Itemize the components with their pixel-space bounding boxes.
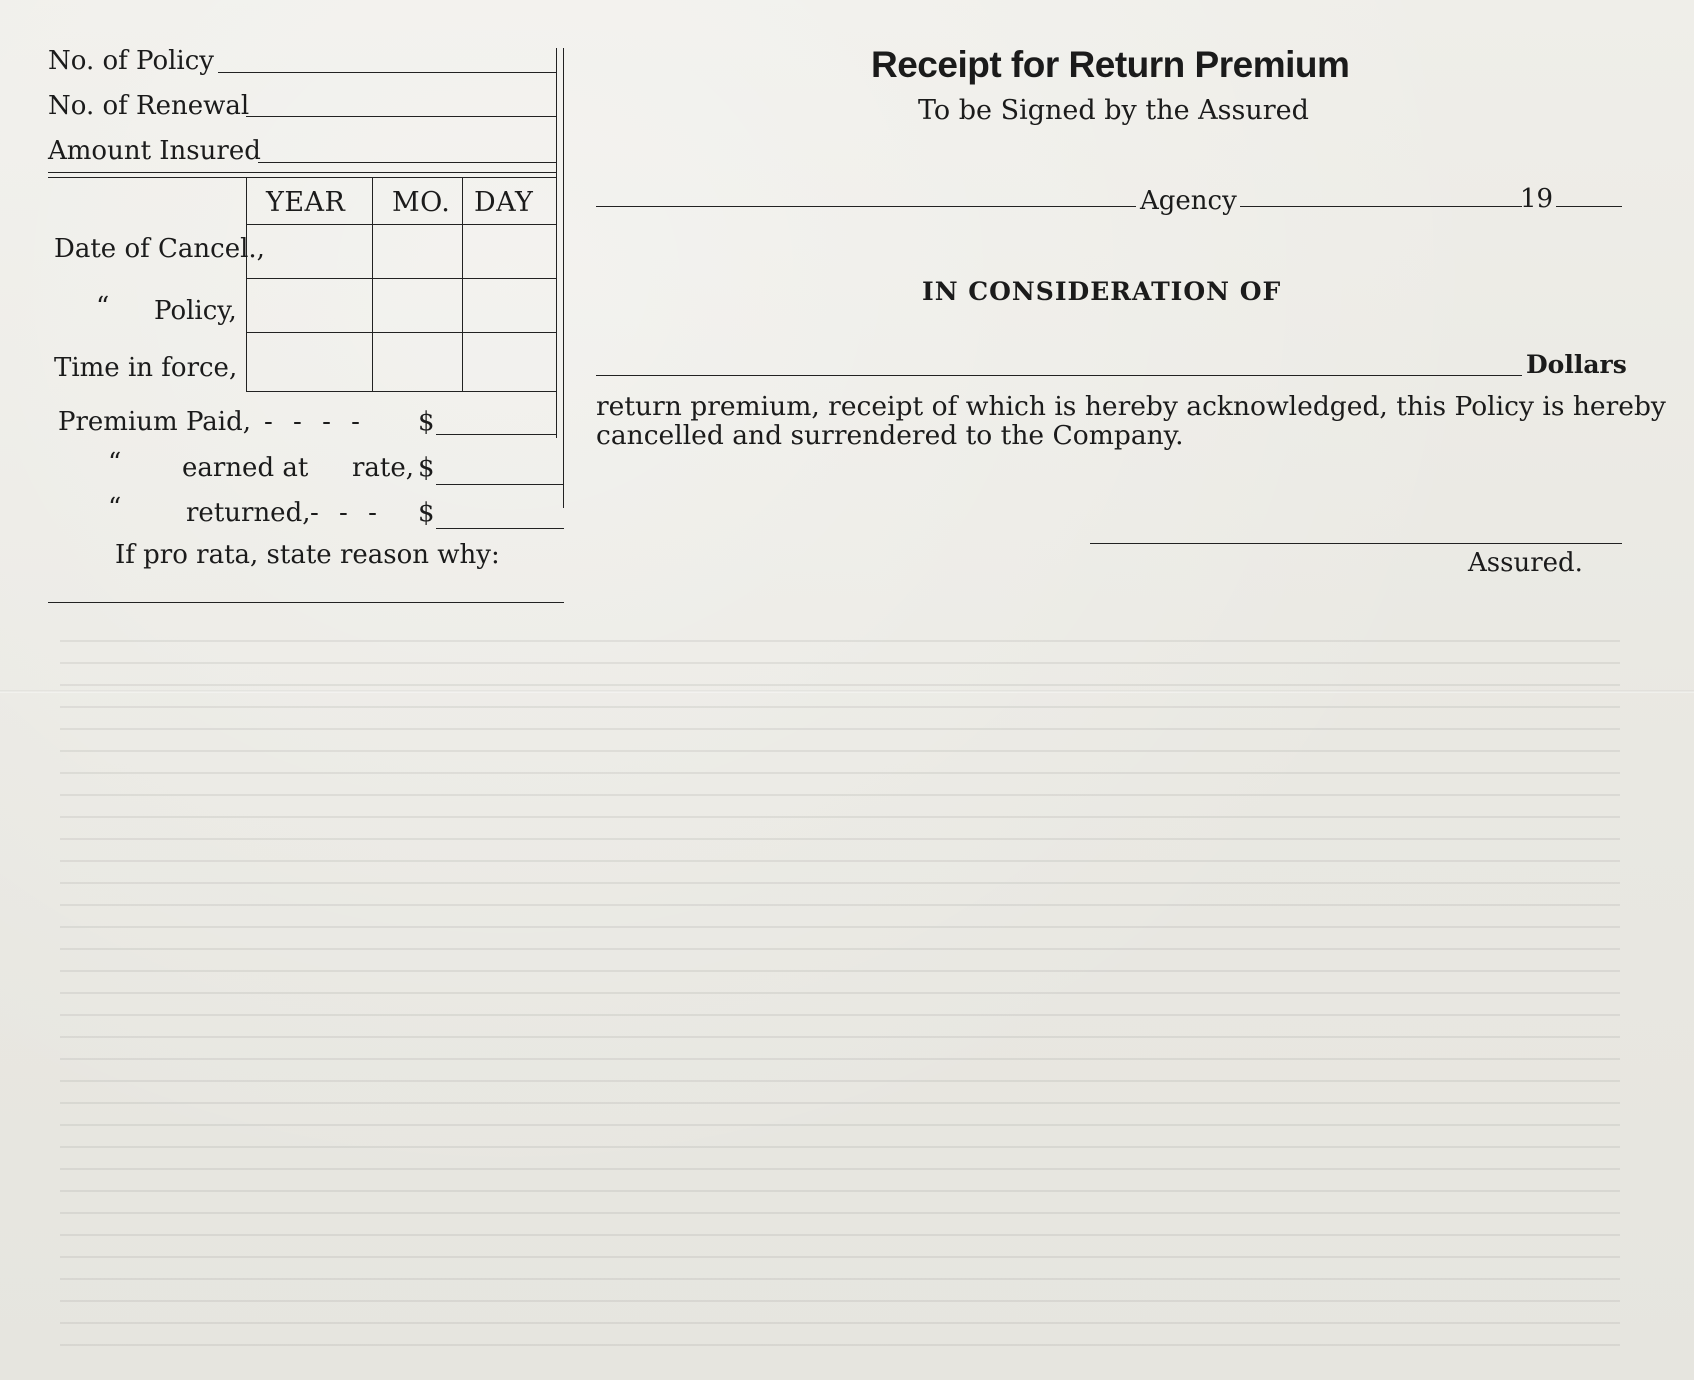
- pro-rata-reason-label: If pro rata, state reason why:: [115, 540, 500, 570]
- renewal-number-label: No. of Renewal: [48, 91, 250, 121]
- consideration-heading: IN CONSIDERATION OF: [922, 277, 1282, 306]
- assured-label: Assured.: [1468, 548, 1583, 578]
- cancel-day-cell[interactable]: [464, 226, 554, 276]
- amount-insured-label: Amount Insured: [48, 136, 261, 166]
- returned-dollar-sign: $: [418, 498, 435, 528]
- in-force-month-cell[interactable]: [374, 334, 460, 389]
- table-header-day: DAY: [474, 187, 534, 218]
- panel-divider-rule-2: [563, 48, 564, 508]
- table-col-divider-2: [462, 177, 463, 391]
- returned-label: returned,: [186, 498, 311, 528]
- returned-dashes: - - -: [310, 498, 383, 528]
- returned-ditto-mark: “: [108, 493, 122, 523]
- year-suffix-field[interactable]: [1556, 206, 1622, 207]
- receipt-body-line-2: cancelled and surrendered to the Company.: [596, 420, 1184, 451]
- table-row-rule-2: [246, 332, 556, 333]
- amount-insured-field[interactable]: [258, 162, 556, 163]
- premium-paid-label: Premium Paid,: [58, 407, 251, 437]
- cancel-year-cell[interactable]: [248, 226, 370, 276]
- table-row-rule-1: [246, 278, 556, 279]
- year-prefix: 19: [1520, 184, 1554, 214]
- paper-fold: [0, 690, 1694, 693]
- returned-amount-field[interactable]: [436, 528, 564, 529]
- receipt-body-line-1: return premium, receipt of which is hereby acknowledged, this Policy is hereby: [596, 391, 1666, 422]
- table-left-border: [246, 177, 247, 391]
- table-header-month: MO.: [392, 187, 451, 218]
- policy-day-cell[interactable]: [464, 280, 554, 330]
- premium-paid-field[interactable]: [436, 434, 556, 435]
- form-title: Receipt for Return Premium: [871, 44, 1350, 85]
- policy-number-field[interactable]: [218, 72, 556, 73]
- rate-label: rate,: [352, 453, 415, 483]
- earned-ditto-mark: “: [108, 448, 122, 478]
- agency-label: Agency: [1140, 186, 1237, 216]
- in-force-day-cell[interactable]: [464, 334, 554, 389]
- policy-ditto-mark: “: [96, 292, 110, 322]
- panel-divider-rule: [556, 48, 557, 438]
- date-of-cancel-label: Date of Cancel.,: [54, 234, 265, 264]
- earned-amount-field[interactable]: [436, 484, 564, 485]
- policy-number-label: No. of Policy: [48, 46, 214, 76]
- earned-dollar-sign: $: [418, 453, 435, 483]
- table-col-divider-1: [372, 177, 373, 391]
- in-force-year-cell[interactable]: [248, 334, 370, 389]
- dollars-label: Dollars: [1526, 350, 1627, 379]
- time-in-force-label: Time in force,: [54, 353, 238, 383]
- form-subtitle: To be Signed by the Assured: [918, 95, 1309, 126]
- cancel-month-cell[interactable]: [374, 226, 460, 276]
- pro-rata-reason-field[interactable]: [48, 602, 564, 603]
- premium-paid-dashes: - - - -: [264, 407, 366, 437]
- policy-year-cell[interactable]: [248, 280, 370, 330]
- table-header-rule: [246, 224, 556, 225]
- renewal-number-field[interactable]: [246, 116, 556, 117]
- policy-date-label: Policy,: [154, 296, 237, 326]
- earned-at-label: earned at: [182, 453, 309, 483]
- agency-name-field[interactable]: [596, 206, 1136, 207]
- table-top-rule: [48, 172, 556, 173]
- table-header-year: YEAR: [266, 187, 346, 218]
- dollars-amount-field[interactable]: [596, 375, 1522, 376]
- agency-date-field[interactable]: [1240, 206, 1522, 207]
- assured-signature-field[interactable]: [1090, 543, 1622, 544]
- policy-month-cell[interactable]: [374, 280, 460, 330]
- bleed-through-texture: [60, 640, 1620, 1360]
- table-top-rule-2: [48, 177, 556, 178]
- premium-paid-dollar-sign: $: [418, 407, 435, 437]
- table-row-rule-3: [246, 391, 556, 392]
